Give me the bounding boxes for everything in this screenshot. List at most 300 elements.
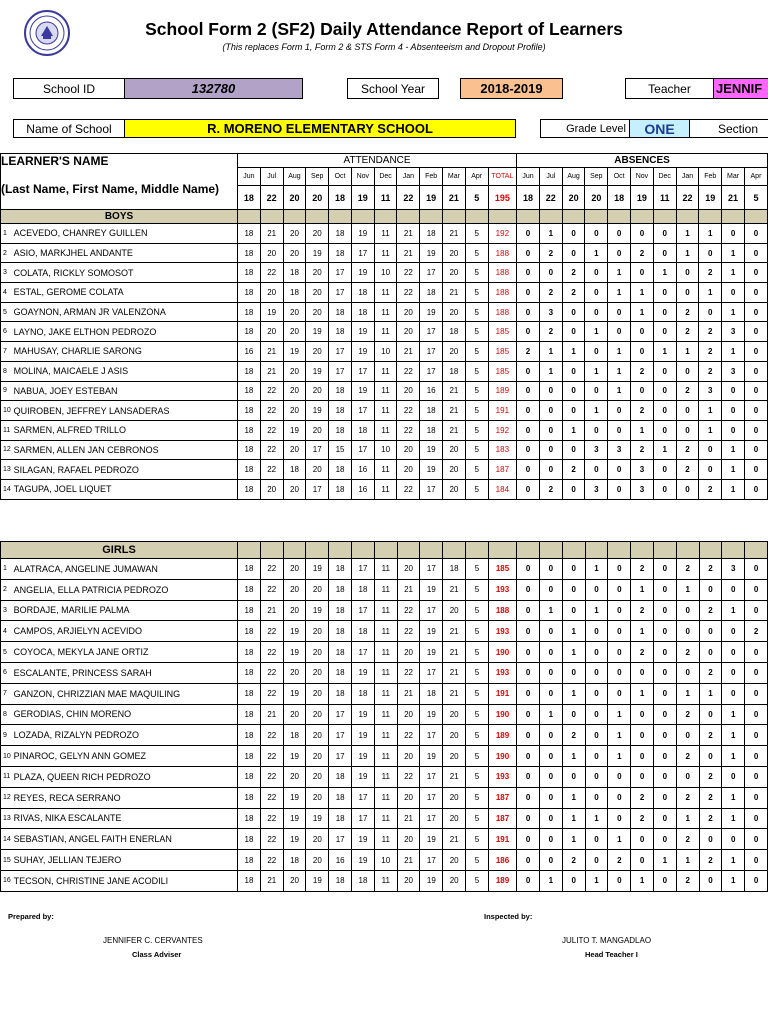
empty-cell (608, 210, 631, 224)
absence-cell: 1 (676, 850, 699, 871)
absence-cell: 0 (585, 725, 608, 746)
absence-cell: 0 (699, 642, 722, 663)
attendance-cell: 21 (397, 850, 420, 871)
empty-cell (283, 210, 306, 224)
absence-cell: 0 (517, 381, 540, 401)
attendance-cell: 18 (283, 725, 306, 746)
absence-cell: 0 (699, 870, 722, 891)
absence-cell: 1 (722, 600, 745, 621)
attendance-cell: 17 (352, 787, 375, 808)
absence-cell: 0 (722, 401, 745, 421)
learner-name: NABUA, JOEY ESTEBAN (13, 381, 238, 401)
absence-cell: 0 (653, 479, 676, 499)
empty-cell (653, 210, 676, 224)
absence-cell: 0 (745, 870, 768, 891)
attendance-cell: 20 (260, 283, 283, 303)
absence-cell: 1 (585, 322, 608, 342)
attendance-cell: 18 (238, 725, 261, 746)
absence-cell: 0 (608, 662, 631, 683)
absence-cell: 0 (676, 621, 699, 642)
absence-cell: 1 (699, 401, 722, 421)
absence-cell: 0 (562, 440, 585, 460)
attendance-cell: 18 (329, 479, 352, 499)
absence-cell: 0 (608, 559, 631, 580)
absence-cell: 1 (653, 263, 676, 283)
attendance-total: 191 (488, 401, 517, 421)
attendance-total: 193 (488, 766, 516, 787)
attendance-cell: 20 (283, 361, 306, 381)
attendance-table (0, 153, 768, 500)
attendance-cell: 11 (374, 829, 397, 850)
absence-cell: 1 (722, 460, 745, 480)
attendance-cell: 17 (420, 361, 443, 381)
learner-number: 9 (1, 381, 13, 401)
total-header: TOTAL (488, 168, 517, 186)
attendance-cell: 19 (351, 381, 374, 401)
absence-cell: 0 (744, 263, 767, 283)
absence-cell: 0 (539, 401, 562, 421)
attendance-cell: 20 (283, 401, 306, 421)
attendance-cell: 5 (466, 850, 489, 871)
attendance-cell: 20 (443, 850, 466, 871)
attendance-cell: 16 (351, 479, 374, 499)
attendance-cell: 19 (260, 302, 283, 322)
absence-cell: 1 (722, 263, 745, 283)
attendance-cell: 20 (397, 460, 420, 480)
attendance-cell: 11 (374, 479, 397, 499)
empty-cell (699, 542, 722, 559)
attendance-cell: 19 (306, 600, 329, 621)
empty-cell (352, 542, 375, 559)
absence-cell: 1 (676, 683, 699, 704)
attendance-cell: 19 (420, 302, 443, 322)
attendance-cell: 18 (238, 683, 261, 704)
attendance-cell: 17 (352, 600, 375, 621)
empty-cell (351, 210, 374, 224)
attendance-cell: 11 (374, 302, 397, 322)
absence-cell: 2 (631, 808, 654, 829)
absence-cell: 0 (540, 746, 563, 767)
absence-cell: 2 (676, 440, 699, 460)
absence-cell: 0 (585, 579, 608, 600)
attendance-cell: 20 (283, 579, 306, 600)
attendance-cell: 18 (238, 401, 261, 421)
attendance-cell: 20 (283, 440, 306, 460)
school-days-total: 195 (488, 186, 517, 210)
school-days-cell: 11 (374, 186, 397, 210)
attendance-cell: 20 (283, 479, 306, 499)
attendance-cell: 21 (443, 420, 466, 440)
absence-cell: 2 (676, 322, 699, 342)
attendance-cell: 11 (374, 870, 397, 891)
absence-cell: 0 (653, 746, 676, 767)
empty-cell (608, 542, 631, 559)
school-days-cell: 22 (397, 186, 420, 210)
attendance-cell: 10 (374, 440, 397, 460)
absence-cell: 0 (517, 579, 540, 600)
attendance-cell: 5 (465, 302, 488, 322)
absence-cell: 0 (562, 600, 585, 621)
attendance-cell: 21 (260, 224, 283, 244)
absence-cell: 2 (676, 704, 699, 725)
absence-cell: 0 (608, 642, 631, 663)
learner-row (1, 787, 768, 808)
attendance-cell: 19 (352, 704, 375, 725)
attendance-cell: 11 (374, 401, 397, 421)
empty-cell (260, 210, 283, 224)
attendance-cell: 18 (420, 683, 443, 704)
attendance-cell: 5 (466, 621, 489, 642)
attendance-cell: 19 (351, 342, 374, 362)
learner-number: 11 (1, 766, 13, 787)
attendance-cell: 19 (283, 342, 306, 362)
absence-cell: 1 (722, 302, 745, 322)
attendance-total: 188 (488, 243, 517, 263)
absence-cell: 1 (676, 808, 699, 829)
absence-cell: 3 (722, 322, 745, 342)
absence-cell: 1 (722, 746, 745, 767)
absence-cell: 0 (608, 224, 631, 244)
learner-number: 11 (1, 420, 13, 440)
attendance-cell: 20 (283, 243, 306, 263)
absence-cell: 0 (539, 263, 562, 283)
attendance-cell: 19 (420, 579, 443, 600)
absence-cell: 0 (722, 642, 745, 663)
empty-cell (488, 542, 516, 559)
attendance-cell: 17 (306, 479, 329, 499)
absence-cell: 2 (676, 642, 699, 663)
absence-cell: 0 (722, 621, 745, 642)
attendance-cell: 17 (420, 808, 443, 829)
learner-number: 4 (1, 621, 13, 642)
attendance-cell: 21 (443, 579, 466, 600)
attendance-cell: 19 (283, 683, 306, 704)
learner-name: MOLINA, MAICAELE J ASIS (13, 361, 238, 381)
learner-row (1, 642, 768, 663)
attendance-cell: 19 (352, 662, 375, 683)
absence-cell: 1 (608, 361, 631, 381)
absence-cell: 0 (562, 766, 585, 787)
month-header: Mar (443, 168, 466, 186)
attendance-total: 192 (488, 420, 517, 440)
attendance-cell: 17 (306, 440, 329, 460)
month-header: Apr (465, 168, 488, 186)
attendance-cell: 10 (374, 342, 397, 362)
absence-cell: 1 (631, 621, 654, 642)
attendance-cell: 20 (397, 322, 420, 342)
attendance-cell: 19 (420, 704, 443, 725)
absence-school-days-cell: 19 (699, 186, 722, 210)
absence-cell: 0 (699, 621, 722, 642)
attendance-cell: 20 (443, 870, 466, 891)
attendance-cell: 5 (466, 829, 489, 850)
learner-row (1, 766, 768, 787)
attendance-cell: 18 (329, 243, 352, 263)
absence-cell: 0 (540, 559, 563, 580)
absence-cell: 0 (517, 600, 540, 621)
absence-cell: 0 (517, 361, 540, 381)
attendance-cell: 5 (466, 704, 489, 725)
absence-cell: 0 (517, 870, 540, 891)
school-name-label: Name of School (13, 119, 125, 138)
empty-cell (306, 210, 329, 224)
absence-cell: 0 (653, 243, 676, 263)
absence-cell: 2 (676, 381, 699, 401)
absence-cell: 2 (699, 322, 722, 342)
attendance-cell: 21 (260, 704, 283, 725)
absence-cell: 0 (653, 401, 676, 421)
learner-row (1, 808, 768, 829)
absence-cell: 0 (517, 704, 540, 725)
school-days-cell: 20 (306, 186, 329, 210)
absence-cell: 2 (676, 460, 699, 480)
absence-school-days-cell: 20 (585, 186, 608, 210)
attendance-cell: 20 (306, 766, 329, 787)
attendance-total: 188 (488, 283, 517, 303)
attendance-total: 189 (488, 870, 516, 891)
attendance-cell: 18 (329, 559, 352, 580)
learner-row (1, 381, 768, 401)
absence-cell: 0 (517, 401, 540, 421)
attendance-cell: 19 (352, 725, 375, 746)
absence-cell: 0 (608, 600, 631, 621)
absence-month-header: Sep (585, 168, 608, 186)
absence-cell: 0 (744, 401, 767, 421)
absence-school-days-cell: 18 (608, 186, 631, 210)
attendance-cell: 11 (374, 283, 397, 303)
absence-cell: 0 (653, 322, 676, 342)
attendance-cell: 17 (420, 263, 443, 283)
absence-cell: 1 (585, 600, 608, 621)
absence-cell: 0 (585, 224, 608, 244)
absence-school-days-cell: 20 (562, 186, 585, 210)
learner-number: 6 (1, 322, 13, 342)
empty-cell (329, 210, 352, 224)
absence-cell: 0 (585, 302, 608, 322)
absence-cell: 1 (608, 283, 631, 303)
absence-cell: 0 (517, 642, 540, 663)
attendance-total: 185 (488, 342, 517, 362)
attendance-cell: 20 (443, 460, 466, 480)
empty-cell (306, 542, 329, 559)
attendance-cell: 16 (238, 342, 261, 362)
school-days-cell: 18 (329, 186, 352, 210)
absence-cell: 0 (517, 683, 540, 704)
learner-name: REYES, RECA SERRANO (13, 787, 238, 808)
learner-row (1, 870, 768, 891)
absence-cell: 2 (699, 263, 722, 283)
attendance-cell: 18 (238, 559, 261, 580)
absence-cell: 0 (744, 479, 767, 499)
absence-cell: 0 (540, 766, 563, 787)
attendance-cell: 11 (374, 322, 397, 342)
attendance-cell: 18 (238, 302, 261, 322)
attendance-cell: 22 (397, 479, 420, 499)
absence-cell: 0 (699, 704, 722, 725)
absence-cell: 0 (608, 322, 631, 342)
empty-cell (374, 542, 397, 559)
absence-cell: 0 (562, 361, 585, 381)
learner-row (1, 579, 768, 600)
attendance-cell: 22 (397, 420, 420, 440)
attendance-cell: 18 (352, 870, 375, 891)
school-days-cell: 22 (260, 186, 283, 210)
absence-cell: 3 (539, 302, 562, 322)
absence-cell: 2 (562, 460, 585, 480)
absence-cell: 0 (653, 600, 676, 621)
attendance-cell: 19 (351, 322, 374, 342)
attendance-total: 187 (488, 808, 516, 829)
attendance-cell: 18 (351, 420, 374, 440)
learner-number: 2 (1, 579, 13, 600)
absence-cell: 3 (722, 559, 745, 580)
attendance-cell: 10 (374, 263, 397, 283)
attendance-cell: 18 (352, 621, 375, 642)
school-year-value: 2018-2019 (460, 78, 563, 99)
attendance-cell: 19 (306, 243, 329, 263)
attendance-cell: 18 (352, 683, 375, 704)
absence-cell: 0 (699, 829, 722, 850)
absence-cell: 1 (653, 440, 676, 460)
absence-cell: 2 (631, 787, 654, 808)
absence-cell: 0 (653, 381, 676, 401)
attendance-cell: 20 (306, 725, 329, 746)
absence-cell: 0 (539, 381, 562, 401)
empty-cell (676, 210, 699, 224)
attendance-cell: 18 (443, 322, 466, 342)
learner-name: LAYNO, JAKE ELTHON PEDROZO (13, 322, 238, 342)
absence-cell: 1 (585, 243, 608, 263)
absence-school-days-cell: 11 (653, 186, 676, 210)
absence-cell: 1 (562, 829, 585, 850)
absence-cell: 1 (608, 725, 631, 746)
absence-cell: 0 (745, 600, 768, 621)
absence-cell: 0 (517, 224, 540, 244)
empty-cell (745, 542, 768, 559)
attendance-cell: 20 (306, 460, 329, 480)
attendance-cell: 11 (374, 243, 397, 263)
attendance-cell: 11 (374, 704, 397, 725)
attendance-cell: 20 (306, 704, 329, 725)
attendance-cell: 18 (329, 460, 352, 480)
absence-cell: 0 (608, 479, 631, 499)
absence-cell: 1 (722, 725, 745, 746)
attendance-cell: 20 (397, 381, 420, 401)
attendance-total: 186 (488, 850, 516, 871)
attendance-cell: 17 (352, 642, 375, 663)
absence-cell: 2 (676, 787, 699, 808)
empty-cell (744, 210, 767, 224)
absence-cell: 2 (631, 600, 654, 621)
absence-cell: 0 (744, 302, 767, 322)
school-days-cell: 5 (465, 186, 488, 210)
absence-cell: 2 (699, 342, 722, 362)
absence-cell: 0 (540, 829, 563, 850)
attendance-cell: 5 (466, 600, 489, 621)
absence-cell: 0 (653, 420, 676, 440)
absence-cell: 0 (540, 662, 563, 683)
absence-cell: 0 (562, 662, 585, 683)
absence-cell: 0 (745, 808, 768, 829)
attendance-cell: 11 (374, 381, 397, 401)
attendance-total: 188 (488, 263, 517, 283)
attendance-cell: 22 (260, 579, 283, 600)
attendance-cell: 22 (260, 850, 283, 871)
absence-cell: 3 (722, 361, 745, 381)
absence-cell: 0 (745, 746, 768, 767)
attendance-cell: 21 (397, 808, 420, 829)
absence-cell: 0 (540, 725, 563, 746)
absence-cell: 0 (585, 662, 608, 683)
learner-name: TAGUPA, JOEL LIQUET (13, 479, 238, 499)
empty-cell (465, 210, 488, 224)
absence-cell: 0 (517, 787, 540, 808)
absence-cell: 2 (699, 766, 722, 787)
absence-cell: 0 (676, 662, 699, 683)
attendance-cell: 5 (465, 420, 488, 440)
attendance-cell: 18 (420, 420, 443, 440)
attendance-cell: 19 (306, 870, 329, 891)
learner-number: 12 (1, 787, 13, 808)
learner-name: SILAGAN, RAFAEL PEDROZO (13, 460, 238, 480)
learner-name: RIVAS, NIKA ESCALANTE (13, 808, 238, 829)
attendance-cell: 22 (260, 808, 283, 829)
absence-cell: 0 (539, 420, 562, 440)
attendance-cell: 20 (443, 746, 466, 767)
month-header: Nov (351, 168, 374, 186)
attendance-cell: 18 (329, 302, 352, 322)
learner-number: 1 (1, 224, 13, 244)
attendance-cell: 18 (329, 766, 352, 787)
attendance-cell: 18 (238, 322, 261, 342)
school-id-label: School ID (13, 78, 125, 99)
attendance-cell: 18 (238, 283, 261, 303)
absence-cell: 1 (676, 342, 699, 362)
absence-cell: 1 (562, 787, 585, 808)
attendance-cell: 20 (443, 243, 466, 263)
learner-number: 15 (1, 850, 13, 871)
absence-cell: 0 (653, 283, 676, 303)
attendance-cell: 17 (329, 725, 352, 746)
absence-cell: 0 (608, 683, 631, 704)
attendance-cell: 11 (374, 600, 397, 621)
attendance-cell: 5 (466, 787, 489, 808)
absence-cell: 0 (699, 302, 722, 322)
absence-cell: 0 (631, 704, 654, 725)
learner-row (1, 850, 768, 871)
absence-cell: 3 (631, 460, 654, 480)
learner-name: ASIO, MARKJHEL ANDANTE (13, 243, 238, 263)
absence-cell: 1 (585, 401, 608, 421)
absence-cell: 0 (585, 829, 608, 850)
absence-cell: 0 (517, 283, 540, 303)
absence-cell: 1 (722, 243, 745, 263)
attendance-cell: 17 (352, 808, 375, 829)
absence-cell: 0 (676, 283, 699, 303)
attendance-cell: 18 (329, 787, 352, 808)
month-header: Jan (397, 168, 420, 186)
form-subtitle: (This replaces Form 1, Form 2 & STS Form 4 - Absenteeism and Dropout Profile) (222, 42, 546, 52)
attendance-cell: 18 (329, 224, 352, 244)
absence-cell: 0 (653, 725, 676, 746)
attendance-cell: 5 (465, 243, 488, 263)
attendance-cell: 18 (238, 808, 261, 829)
attendance-cell: 19 (420, 460, 443, 480)
absence-cell: 1 (608, 829, 631, 850)
attendance-cell: 20 (306, 621, 329, 642)
learner-name: GANZON, CHRIZZIAN MAE MAQUILING (13, 683, 238, 704)
absence-cell: 2 (699, 808, 722, 829)
